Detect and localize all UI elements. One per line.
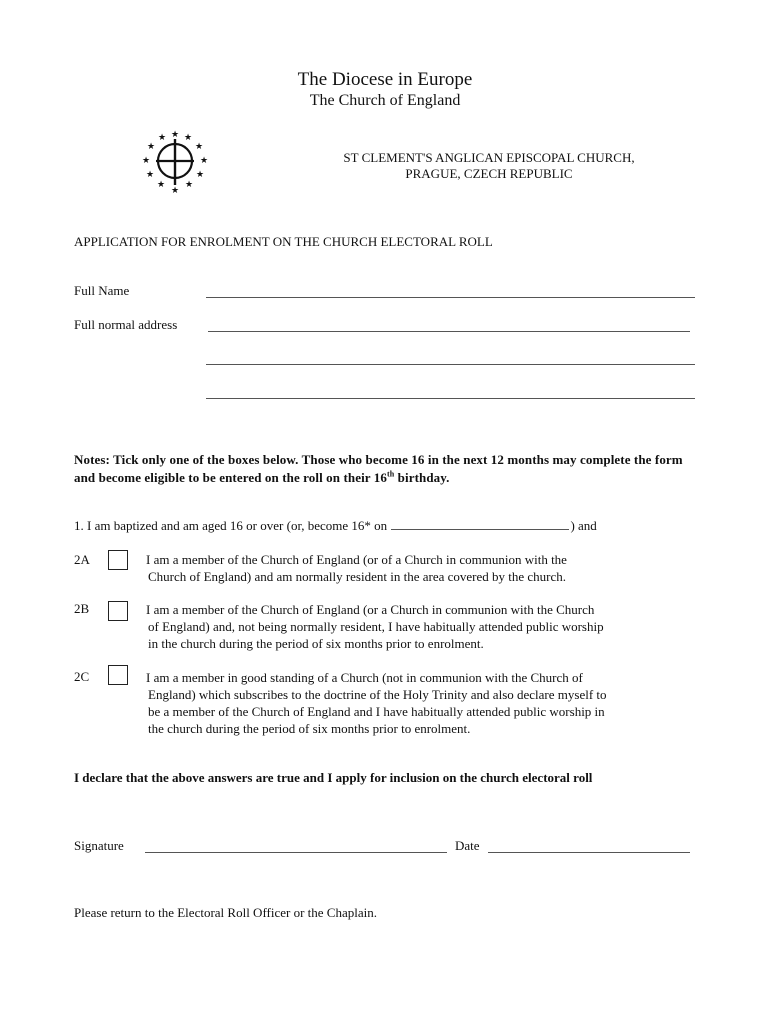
svg-text:★: ★: [183, 133, 193, 143]
notes-superscript: th: [386, 469, 395, 479]
option-2c-text: [146, 669, 706, 737]
diocese-title: The Diocese in Europe: [297, 69, 473, 90]
option-2a-text: [146, 551, 706, 585]
option-2a-checkbox[interactable]: [108, 550, 128, 570]
svg-text:★: ★: [156, 180, 166, 190]
full-address-label: Full normal address: [74, 317, 178, 332]
option-2b-line: in the church during the period of six months prior to enrolment.: [148, 636, 484, 651]
svg-text:★: ★: [195, 170, 205, 180]
church-name-line1: ST CLEMENT'S ANGLICAN EPISCOPAL CHURCH,: [343, 150, 635, 165]
full-name-label: Full Name: [74, 283, 130, 298]
option-2c-line: the church during the period of six months prior to enrolment.: [148, 721, 471, 736]
full-name-field[interactable]: [206, 297, 695, 298]
notes-text-main: Notes: Tick only one of the boxes below. Those who become 16 in the next 12 months may complete the form and become eligible to be entered on the roll on their 16: [74, 452, 683, 485]
birthday-date-field[interactable]: [391, 518, 569, 530]
church-name-line2: PRAGUE, CZECH REPUBLIC: [405, 166, 573, 181]
option-2b-label: 2B: [74, 601, 90, 616]
svg-text:★: ★: [157, 133, 167, 143]
option-2b-line: I am a member of the Church of England (or a Church in communion with the Church: [146, 602, 595, 617]
svg-text:★: ★: [141, 156, 151, 166]
form-heading: APPLICATION FOR ENROLMENT ON THE CHURCH ELECTORAL ROLL: [74, 234, 493, 249]
option-2b-line: of England) and, not being normally resident, I have habitually attended public worship: [148, 619, 604, 634]
svg-text:★: ★: [170, 130, 180, 140]
declaration-text: I declare that the above answers are true and I apply for inclusion on the church electoral roll: [74, 770, 593, 785]
svg-text:★: ★: [145, 170, 155, 180]
option-2a-line: I am a member of the Church of England (or of a Church in communion with the: [146, 552, 567, 567]
notes-text: [74, 451, 684, 487]
svg-text:★: ★: [170, 186, 180, 196]
statement-1-prefix: 1. I am baptized and am aged 16 or over (or, become 16* on: [74, 518, 388, 533]
option-2a-label: 2A: [74, 552, 90, 567]
option-2c-label: 2C: [74, 669, 90, 684]
svg-text:★: ★: [184, 180, 194, 190]
church-of-england-subtitle: The Church of England: [309, 92, 461, 109]
return-instructions: Please return to the Electoral Roll Officer or the Chaplain.: [74, 905, 377, 920]
address-field-line3[interactable]: [206, 398, 695, 399]
option-2c-line: I am a member in good standing of a Church (not in communion with the Church of: [146, 670, 583, 685]
option-2b-text: [146, 601, 706, 652]
signature-field[interactable]: [145, 852, 447, 853]
svg-text:★: ★: [146, 142, 156, 152]
svg-text:★: ★: [194, 142, 204, 152]
address-field-line1[interactable]: [208, 331, 690, 332]
option-2b-checkbox[interactable]: [108, 601, 128, 621]
statement-1-suffix: ) and: [570, 518, 597, 533]
option-2c-line: England) which subscribes to the doctrine of the Holy Trinity and also declare myself to: [148, 687, 607, 702]
option-2c-checkbox[interactable]: [108, 665, 128, 685]
date-field[interactable]: [488, 852, 690, 853]
signature-label: Signature: [74, 838, 124, 853]
option-2a-line: Church of England) and am normally resident in the area covered by the church.: [148, 569, 567, 584]
option-2c-line: be a member of the Church of England and I have habitually attended public worship in: [148, 704, 605, 719]
date-label: Date: [455, 838, 480, 853]
diocese-logo-icon: [135, 127, 215, 197]
address-field-line2[interactable]: [206, 364, 695, 365]
statement-1: [74, 518, 597, 534]
notes-text-end: birthday.: [394, 470, 450, 485]
svg-text:★: ★: [199, 156, 209, 166]
